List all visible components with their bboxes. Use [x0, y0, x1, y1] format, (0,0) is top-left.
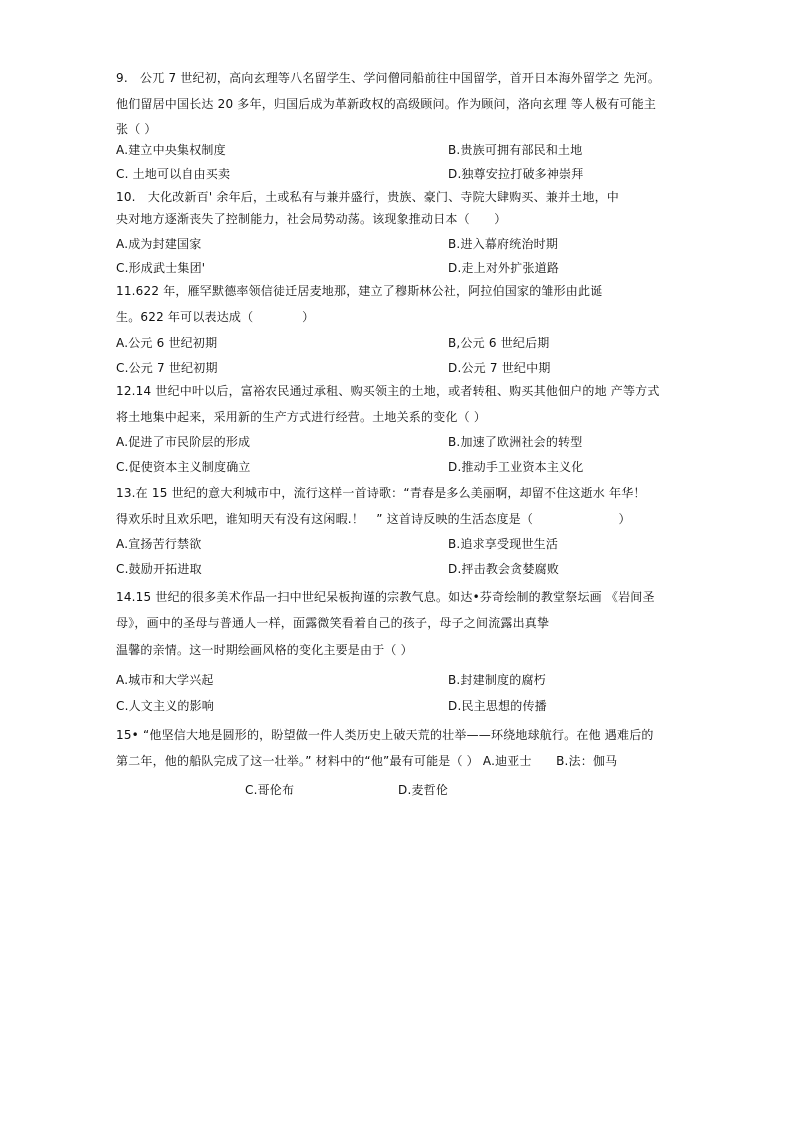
question-15-option-d: D.麦哲伦	[398, 783, 449, 797]
question-12-option-a: A.促进了市民阶层的形成	[116, 435, 251, 449]
question-14-option-b: B.封建制度的腐朽	[448, 673, 546, 687]
question-14-option-a: A.城市和大学兴起	[116, 673, 214, 687]
question-13-option-d: D.抨击教会贪婪腐败	[448, 562, 560, 576]
question-9-line-3: 张（ ）	[116, 122, 157, 136]
question-9-option-c: C. 土地可以自由买卖	[116, 167, 231, 181]
question-10-option-c: C.形成武士集团'	[116, 261, 206, 275]
question-14-line-2: 母》，画中的圣母与普通人一样，面露微笑看着自己的孩子，母子之间流露出真挚	[116, 616, 550, 630]
question-9-line-2: 他们留居中国长达 20 多年，归国后成为革新政权的高级顾问。作为顾问，洛向玄理 等人极有可能主	[116, 97, 657, 111]
question-10-option-a: A.成为封建国家	[116, 237, 202, 251]
question-9-option-b: B.贵族可拥有部民和土地	[448, 143, 583, 157]
question-14-line-1: 14.15 世纪的很多美术作品一扫中世纪呆板拘谨的宗教气息。如达•芬奇绘制的教堂祭坛画 《岩间圣	[116, 590, 655, 604]
question-11-option-c: C.公元 7 世纪初期	[116, 361, 218, 375]
question-12-line-1: 12.14 世纪中叶以后，富裕农民通过承租、购买领主的土地，或者转租、购买其他佃户的地 产等方式	[116, 384, 660, 398]
question-15-option-c: C.哥伦布	[245, 783, 295, 797]
question-11-option-b: B,公元 6 世纪后期	[448, 336, 550, 350]
question-9-line-1: 9. 公兀 7 世纪初，高向玄理等八名留学生、学问僧同船前往中国留学，首开日本海外留学之 先河。	[116, 71, 661, 85]
question-14-option-d: D.民主思想的传播	[448, 699, 547, 713]
question-10-option-d: D.走上对外扩张道路	[448, 261, 560, 275]
question-9-option-a: A.建立中央集权制度	[116, 143, 226, 157]
question-11-line-1: 11.622 年，雁罕默德率领信徒迁居麦地那，建立了穆斯林公社，阿拉伯国家的雏形由此诞	[116, 284, 603, 298]
question-11-option-d: D.公元 7 世纪中期	[448, 361, 551, 375]
question-13-line-2: 得欢乐时且欢乐吧，谁知明天有没有这闲暇.！ ” 这首诗反映的生活态度是（ ）	[116, 512, 631, 526]
question-10-line-1: 10. 大化改新百' 余年后，土或私有与兼并盛行，贵族、豪门、寺院大肆购买、兼并土地，中	[116, 190, 620, 204]
question-12-option-d: D.推动手工业资本主义化	[448, 460, 584, 474]
question-13-option-a: A.宣扬苦行禁欲	[116, 537, 202, 551]
question-12-option-c: C.促使资本主义制度确立	[116, 460, 251, 474]
question-11-option-a: A.公元 6 世纪初期	[116, 336, 218, 350]
question-13-option-b: B.追求享受现世生活	[448, 537, 559, 551]
question-10-option-b: B.进入幕府统治时期	[448, 237, 559, 251]
question-15-line-2: 第二年，他的船队完成了这一壮举。” 材料中的“他”最有可能是（ ） A.迪亚士 B.法：伽马	[116, 754, 618, 768]
question-14-line-3: 温馨的亲情。这一时期绘画风格的变化主要是由于（ ）	[116, 643, 413, 657]
question-13-line-1: 13.在 15 世纪的意大利城市中，流行这样一首诗歌：“青春是多么美丽啊，却留不住这逝水 年华！	[116, 486, 646, 500]
question-15-line-1: 15• “他坚信大地是圆形的，盼望做一件人类历史上破天荒的壮举——环绕地球航行。在他 遇难后的	[116, 728, 654, 742]
question-10-line-2: 央对地方逐渐丧失了控制能力，社会局势动荡。该现象推动日本（ ）	[116, 212, 507, 226]
question-14-option-c: C.人文主义的影响	[116, 699, 214, 713]
question-13-option-c: C.鼓励开拓进取	[116, 562, 202, 576]
question-11-line-2: 生。622 年可以表达成（ ）	[116, 310, 315, 324]
question-12-option-b: B.加速了欧洲社会的转型	[448, 435, 583, 449]
question-12-line-2: 将土地集中起来，采用新的生产方式进行经营。土地关系的变化（ ）	[116, 410, 487, 424]
question-9-option-d: D.独尊安拉打破多神崇拜	[448, 167, 584, 181]
